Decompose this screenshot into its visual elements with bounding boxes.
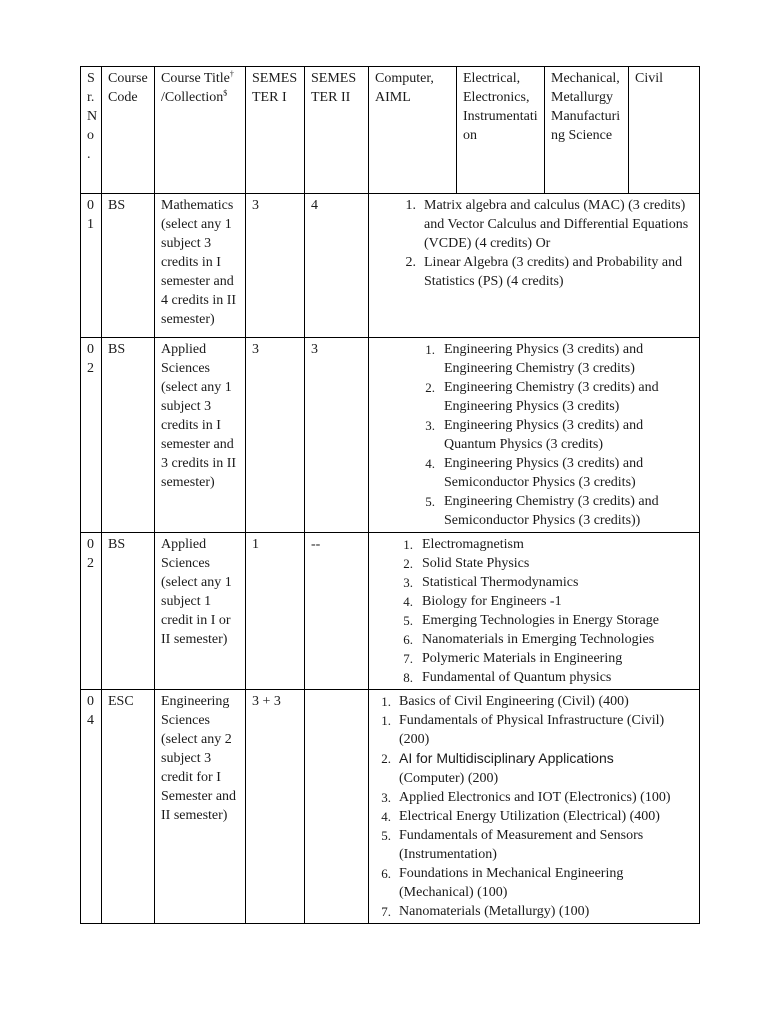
header-course-code: Course Code xyxy=(102,67,155,194)
course-title: Mathematics (select any 1 subject 3 credits in I semester and 4 credits in II semester) xyxy=(155,194,246,338)
course-title: Engineering Sciences (select any 2 subject 3 credit for I Semester and II semester) xyxy=(155,690,246,924)
course-code: BS xyxy=(102,338,155,533)
table-row xyxy=(81,194,700,338)
course-title-tail: /Collection xyxy=(161,90,224,105)
header-civil: Civil xyxy=(629,67,700,194)
semester-2-credits xyxy=(305,690,369,924)
list-item: 7. Polymeric Materials in Engineering xyxy=(403,651,623,666)
course-title-main: Course Title xyxy=(161,71,230,86)
list-item: 3. Engineering Physics (3 credits) and Quantum Physics (3 credits) xyxy=(425,418,644,452)
list-item: 5. Emerging Technologies in Energy Storage xyxy=(403,613,659,628)
dollar-mark: $ xyxy=(223,88,228,98)
course-options xyxy=(369,338,700,533)
header-semester-1: SEMESTER I xyxy=(246,67,305,194)
course-code: BS xyxy=(102,194,155,338)
option-list xyxy=(375,692,694,921)
option-list xyxy=(375,340,694,530)
curriculum-table xyxy=(80,66,700,924)
list-item: 8. Fundamental of Quantum physics xyxy=(403,670,612,685)
dagger-mark: † xyxy=(229,69,234,79)
list-item: 1. Fundamentals of Physical Infrastructure (Civil) (200) xyxy=(381,713,665,747)
table-row xyxy=(81,690,700,924)
semester-1-credits: 3 + 3 xyxy=(246,690,305,924)
list-item: 6. Foundations in Mechanical Engineering (Mechanical) (100) xyxy=(381,866,624,900)
list-item: 4. Engineering Physics (3 credits) and Semiconductor Physics (3 credits) xyxy=(425,456,644,490)
list-item: 7. Nanomaterials (Metallurgy) (100) xyxy=(381,904,590,919)
header-row xyxy=(81,67,700,194)
list-item: 1. Engineering Physics (3 credits) and Engineering Chemistry (3 credits) xyxy=(425,342,644,376)
table-row xyxy=(81,533,700,690)
list-item: 2. Solid State Physics xyxy=(403,556,530,571)
semester-2-credits: -- xyxy=(305,533,369,690)
option-list xyxy=(375,535,694,687)
list-item: 3. Applied Electronics and IOT (Electronics) (100) xyxy=(381,790,671,805)
course-options xyxy=(369,690,700,924)
sr-number: 02 xyxy=(81,338,102,533)
semester-2-credits: 3 xyxy=(305,338,369,533)
list-item: 4. Electrical Energy Utilization (Electrical) (400) xyxy=(381,809,660,824)
ai-course-title: AI for Multidisciplinary Applications xyxy=(399,750,614,766)
option-list xyxy=(375,196,694,291)
header-semester-2: SEMESTER II xyxy=(305,67,369,194)
list-item: 2. Engineering Chemistry (3 credits) and Engineering Physics (3 credits) xyxy=(425,380,659,414)
semester-1-credits: 3 xyxy=(246,338,305,533)
sr-number: 02 xyxy=(81,533,102,690)
table-row xyxy=(81,338,700,533)
header-course-title xyxy=(155,67,246,194)
list-item: 5. Fundamentals of Measurement and Sensors (Instrumentation) xyxy=(381,828,644,862)
semester-2-credits: 4 xyxy=(305,194,369,338)
list-item: 2. AI for Multidisciplinary Applications (Computer) (200) xyxy=(381,750,614,786)
course-options xyxy=(369,194,700,338)
list-item: 4. Biology for Engineers -1 xyxy=(403,594,562,609)
sr-number: 01 xyxy=(81,194,102,338)
list-item: 1. Electromagnetism xyxy=(403,537,524,552)
course-code: BS xyxy=(102,533,155,690)
list-item: 1. Matrix algebra and calculus (MAC) (3 credits) and Vector Calculus and Differential Equations (VCDE) (4 credits) Or xyxy=(405,198,689,251)
header-sr-no: Sr.No. xyxy=(81,67,102,194)
header-computer: Computer, AIML xyxy=(369,67,457,194)
list-item: 5. Engineering Chemistry (3 credits) and Semiconductor Physics (3 credits)) xyxy=(425,494,659,528)
course-code: ESC xyxy=(102,690,155,924)
list-item: 1. Basics of Civil Engineering (Civil) (400) xyxy=(381,694,629,709)
sr-number: 04 xyxy=(81,690,102,924)
header-electrical: Electrical, Electronics, Instrumentation xyxy=(457,67,545,194)
list-item: 3. Statistical Thermodynamics xyxy=(403,575,579,590)
header-mechanical: Mechanical, Metallurgy Manufacturing Science xyxy=(545,67,629,194)
list-item: 6. Nanomaterials in Emerging Technologies xyxy=(403,632,655,647)
course-title: Applied Sciences (select any 1 subject 3 credits in I semester and 3 credits in II semester) xyxy=(155,338,246,533)
course-options xyxy=(369,533,700,690)
course-title: Applied Sciences (select any 1 subject 1 credit in I or II semester) xyxy=(155,533,246,690)
semester-1-credits: 3 xyxy=(246,194,305,338)
semester-1-credits: 1 xyxy=(246,533,305,690)
list-item: 2. Linear Algebra (3 credits) and Probability and Statistics (PS) (4 credits) xyxy=(405,255,683,289)
